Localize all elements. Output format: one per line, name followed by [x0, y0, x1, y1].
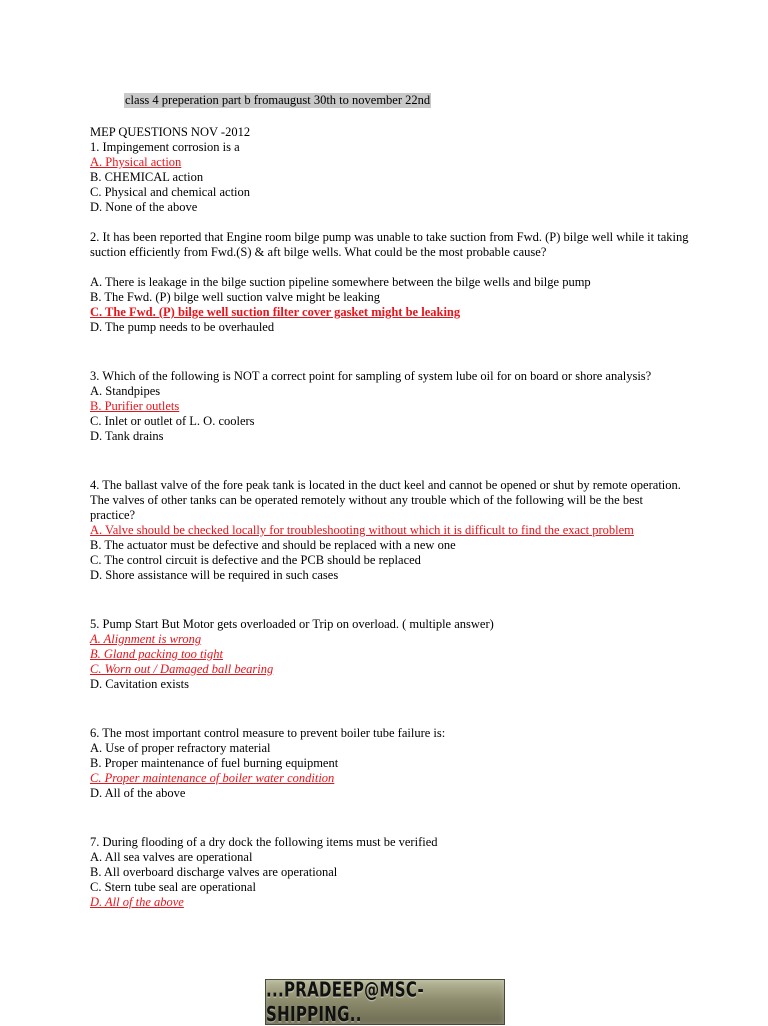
option: B. The Fwd. (P) bilge well suction valve might be leaking: [90, 290, 381, 304]
answer-option: B. Purifier outlets: [90, 399, 180, 413]
option: D. All of the above: [90, 786, 186, 800]
question-text: 1. Impingement corrosion is a: [90, 140, 240, 154]
option: D. Shore assistance will be required in such cases: [90, 568, 339, 582]
option: B. All overboard discharge valves are operational: [90, 865, 338, 879]
answer-option: C. The Fwd. (P) bilge well suction filter cover gasket might be leaking: [90, 305, 461, 319]
question-text: 6. The most important control measure to prevent boiler tube failure is:: [90, 726, 446, 740]
option: C. Stern tube seal are operational: [90, 880, 256, 894]
footer-signature-banner: [265, 979, 505, 1025]
option: A. Use of proper refractory material: [90, 741, 271, 755]
option: C. Inlet or outlet of L. O. coolers: [90, 414, 255, 428]
option: D. None of the above: [90, 200, 198, 214]
option: D. Tank drains: [90, 429, 164, 443]
question-2: [90, 230, 690, 335]
option: A. There is leakage in the bilge suction pipeline somewhere between the bilge wells and bilge pump: [90, 275, 591, 289]
option: C. The control circuit is defective and the PCB should be replaced: [90, 553, 421, 567]
question-1: [90, 140, 690, 215]
question-3: [90, 369, 690, 444]
question-text: 3. Which of the following is NOT a correct point for sampling of system lube oil for on board or shore analysis?: [90, 369, 652, 383]
answer-option: A. Alignment is wrong: [90, 632, 202, 646]
section-heading: MEP QUESTIONS NOV -2012: [90, 125, 251, 139]
question-4: [90, 478, 690, 583]
option: B. CHEMICAL action: [90, 170, 204, 184]
option: A. Standpipes: [90, 384, 161, 398]
question-list: [90, 125, 690, 910]
question-text: 7. During flooding of a dry dock the following items must be verified: [90, 835, 438, 849]
option: C. Physical and chemical action: [90, 185, 251, 199]
question-text: 4. The ballast valve of the fore peak tank is located in the duct keel and cannot be opened or shut by remote operation. The valves of other tanks can be operated remotely without any trouble which of the following will be the best practice?: [90, 478, 681, 522]
question-7: [90, 835, 690, 910]
option: B. The actuator must be defective and should be replaced with a new one: [90, 538, 456, 552]
question-text: 2. It has been reported that Engine room bilge pump was unable to take suction from Fwd. (P) bilge well while it taking suction efficiently from Fwd.(S) & aft bilge wells. What could be the most probable cause?: [90, 230, 689, 259]
footer-text: ...PRADEEP@MSC-SHIPPING..: [266, 977, 424, 1026]
option: D. Cavitation exists: [90, 677, 189, 691]
highlighted-banner: class 4 preperation part b fromaugust 30th to november 22nd: [125, 93, 431, 107]
answer-option: A. Valve should be checked locally for troubleshooting without which it is difficult to find the exact problem: [90, 523, 634, 537]
answer-option: C. Worn out / Damaged ball bearing: [90, 662, 274, 676]
option: D. The pump needs to be overhauled: [90, 320, 275, 334]
answer-option: B. Gland packing too tight: [90, 647, 223, 661]
question-6: [90, 726, 690, 801]
option: B. Proper maintenance of fuel burning equipment: [90, 756, 339, 770]
answer-option: A. Physical action: [90, 155, 182, 169]
answer-option: D. All of the above: [90, 895, 184, 909]
question-text: 5. Pump Start But Motor gets overloaded or Trip on overload. ( multiple answer): [90, 617, 494, 631]
option: A. All sea valves are operational: [90, 850, 253, 864]
question-5: [90, 617, 690, 692]
answer-option: C. Proper maintenance of boiler water condition: [90, 771, 335, 785]
